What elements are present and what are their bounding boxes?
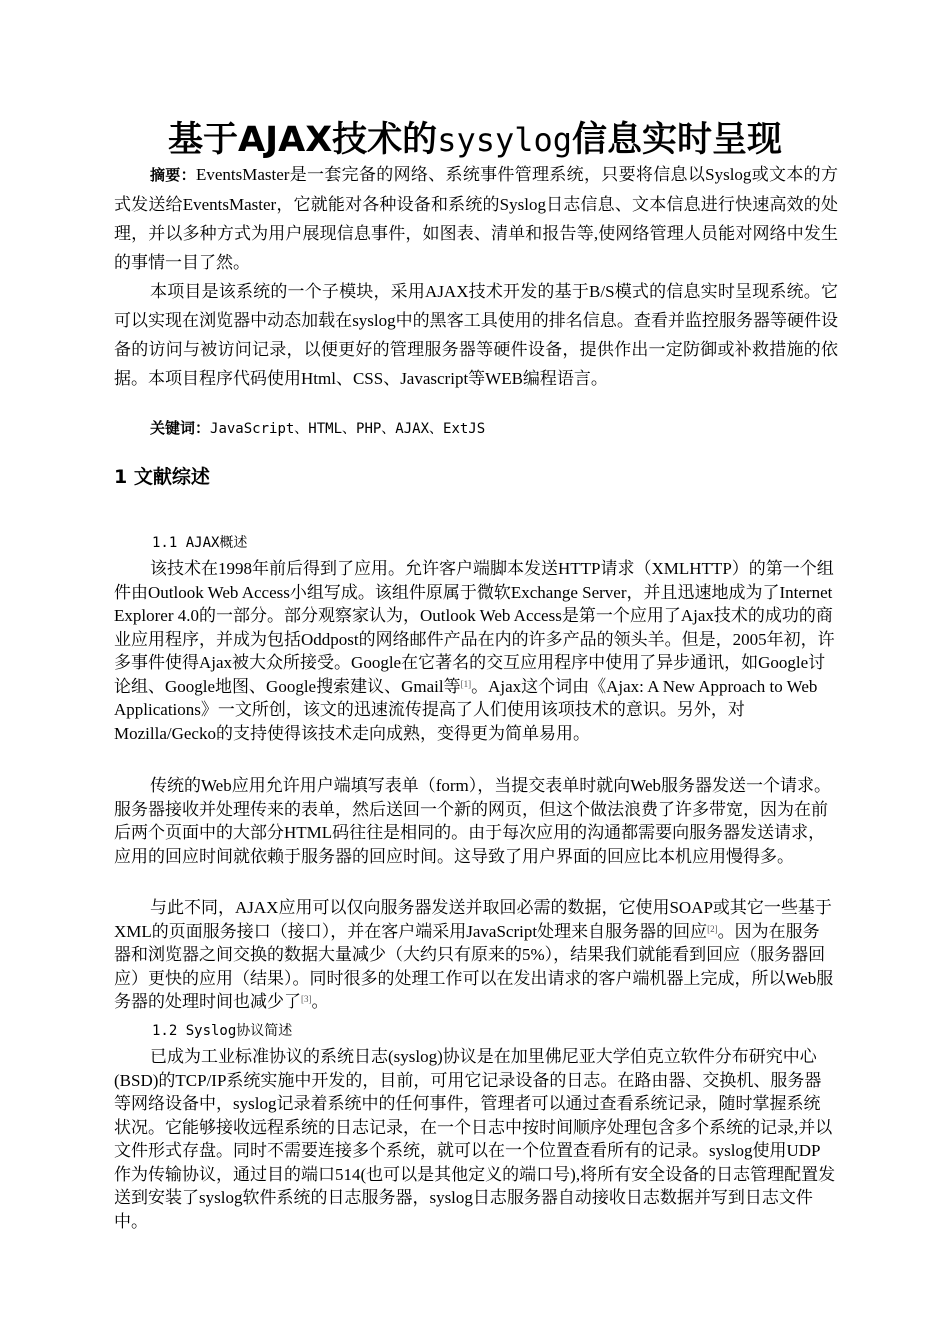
subsection-heading-syslog: 1.2 Syslog协议简述 [152,1023,293,1039]
paragraph-1-text-b: 。Ajax这个词由《Ajax: A New Approach to Web Applications》一文所创，该文的迅速流传提高了人们使用该项技术的意识。另外，对Mozilla/Gecko的支持使得该技术走向成熟，变得更为简单易用。 [114,676,818,743]
subsection-heading-ajax: 1.1 AJAX概述 [152,535,248,551]
abstract-paragraph-2: 本项目是该系统的一个子模块，采用AJAX技术开发的基于B/S模式的信息实时呈现系统。它可以实现在浏览器中动态加载在syslog中的黑客工具使用的排名信息。查看并监控服务器等硬件设备的访问与被访问记录，以便更好的管理服务器等硬件设备，提供作出一定防御或补救措施的依据。本项目程序代码使用Html、CSS、Javascript等WEB编程语言。 [114,282,838,388]
abstract-text-1: EventsMaster是一套完备的网络、系统事件管理系统，只要将信息以Syslog或文本的方式发送给EventsMaster，它就能对各种设备和系统的Syslog日志信息、文本信息进行快速高效的处理，并以多种方式为用户展现信息事件，如图表、清单和报告等,使网络管理人员能对网络中发生的事情一目了然。 [114,165,838,272]
keywords-label: 关键词： [150,419,211,437]
citation-1: [1] [460,678,472,689]
body-paragraph-1 [114,557,836,745]
body-paragraph-3 [114,896,836,1014]
section-heading: 1 文献综述 [114,466,210,488]
paragraph-3-text-c: 。 [311,992,329,1011]
paragraph-3-text-a: 与此不同，AJAX应用可以仅向服务器发送并取回必需的数据，它使用SOAP或其它一些基于XML的页面服务接口（接口），并在客户端采用JavaScript处理来自服务器的回应 [114,898,832,941]
title-mono: sysylog [437,121,573,159]
body-paragraph-2: 传统的Web应用允许用户端填写表单（form），当提交表单时就向Web服务器发送一个请求。服务器接收并处理传来的表单，然后送回一个新的网页，但这个做法浪费了许多带宽，因为在前后两个页面中的大部分HTML码往往是相同的。由于每次应用的沟通都需要向服务器发送请求，应用的回应时间就依赖于服务器的回应时间。这导致了用户界面的回应比本机应用慢得多。 [114,776,832,866]
keywords [114,413,838,444]
citation-2: [2] [707,923,718,934]
title-suffix: 信息实时呈现 [572,120,783,160]
title-prefix: 基于AJAX技术的 [168,120,438,160]
body-paragraph-4: 已成为工业标准协议的系统日志(syslog)协议是在加里佛尼亚大学伯克立软件分布研究中心(BSD)的TCP/IP系统实施中开发的，目前，可用它记录设备的日志。在路由器、交换机、服务器等网络设备中，syslog记录着系统中的任何事件，管理者可以通过查看系统记录，随时掌握系统状况。它能够接收远程系统的日志记录，在一个日志中按时间顺序处理包含多个系统的记录,并以文件形式存盘。同时不需要连接多个系统，就可以在一个位置查看所有的记录。syslog使用UDP作为传输协议，通过目的端口514(也可以是其他定义的端口号),将所有安全设备的日志管理配置发送到安装了syslog软件系统的日志服务器，syslog日志服务器自动接收日志数据并写到日志文件中。 [114,1047,836,1231]
paragraph-3-text-b: 。因为在服务器和浏览器之间交换的数据大量减少（大约只有原来的5%），结果我们就能看到回应（服务器回应）更快的应用（结果）。同时很多的处理工作可以在发出请求的客户端机器上完成，所以Web服务器的处理时间也减少了 [114,921,834,1011]
paragraph-1-text-a: 该技术在1998年前后得到了应用。允许客户端脚本发送HTTP请求（XMLHTTP）的第一个组件由Outlook Web Access小组写成。该组件原属于微软Exchange Server，并且迅速地成为了Internet Explorer 4.0的一部分。部分观察家认为，Outlook Web Access是第一个应用了Ajax技术的成功的商业应用程序，并成为包括Oddpost的网络邮件产品在内的许多产品的领头羊。但是，2005年初，许多事件使得Ajax被大众所接受。Google在它著名的交互应用程序中使用了异步通讯，如Google讨论组、Google地图、Google搜索建议、Gmail等 [114,559,835,696]
abstract [114,160,838,393]
citation-3: [3] [301,994,312,1004]
paper-title [168,118,848,162]
abstract-label: 摘要： [150,166,196,184]
keywords-values: JavaScript、HTML、PHP、AJAX、ExtJS [210,421,486,437]
abstract-paragraph-1 [114,160,838,277]
